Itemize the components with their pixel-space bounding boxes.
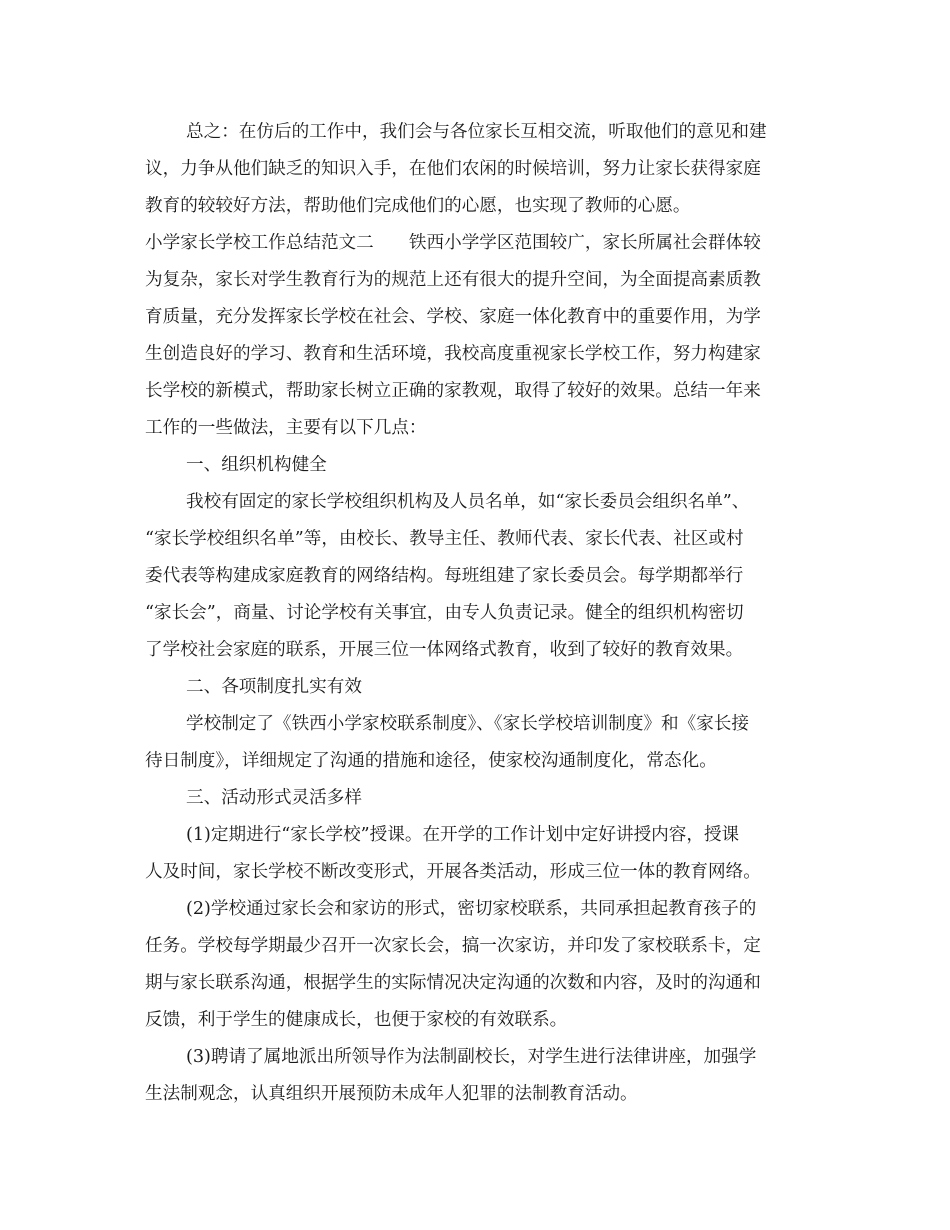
- heading-organization: 一、组织机构健全: [186, 455, 327, 475]
- paragraph-line: 议，力争从他们缺乏的知识入手，在他们农闲的时候培训，努力让家长获得家庭: [145, 159, 761, 179]
- section-title-line: 小学家长学校工作总结范文二 铁西小学学区范围较广，家长所属社会群体较: [145, 233, 761, 253]
- paragraph-line: (1)定期进行“家长学校”授课。在开学的工作计划中定好讲授内容，授课: [186, 825, 740, 845]
- paragraph-line: “家长学校组织名单”等，由校长、教导主任、教师代表、家长代表、社区或村: [145, 529, 744, 549]
- paragraph-line: 总之：在仿后的工作中，我们会与各位家长互相交流，听取他们的意见和建: [186, 122, 767, 142]
- paragraph-line: 工作的一些做法，主要有以下几点：: [145, 418, 427, 438]
- paragraph-line: 为复杂，家长对学生教育行为的规范上还有很大的提升空间，为全面提高素质教: [145, 270, 761, 290]
- paragraph-line: (3)聘请了属地派出所领导作为法制副校长，对学生进行法律讲座，加强学: [186, 1047, 757, 1067]
- paragraph-line: 反馈，利于学生的健康成长，也便于家校的有效联系。: [145, 1010, 568, 1030]
- paragraph-line: 委代表等构建成家庭教育的网络结构。每班组建了家长委员会。每学期都举行: [145, 566, 744, 586]
- heading-activities: 三、活动形式灵活多样: [186, 788, 362, 808]
- paragraph-line: 教育的较较好方法，帮助他们完成他们的心愿，也实现了教师的心愿。: [145, 196, 691, 216]
- paragraph-line: 了学校社会家庭的联系，开展三位一体网络式教育，收到了较好的教育效果。: [145, 640, 744, 660]
- paragraph-line: 学校制定了《铁西小学家校联系制度》、《家长学校培训制度》和《家长接: [186, 714, 749, 734]
- paragraph-line: 任务。学校每学期最少召开一次家长会，搞一次家访，并印发了家校联系卡，定: [145, 936, 761, 956]
- paragraph-line: “家长会”，商量、讨论学校有关事宜，由专人负责记录。健全的组织机构密切: [145, 603, 744, 623]
- paragraph-line: (2)学校通过家长会和家访的形式，密切家校联系，共同承担起教育孩子的: [186, 899, 757, 919]
- paragraph-line: 期与家长联系沟通，根据学生的实际情况决定沟通的次数和内容，及时的沟通和: [145, 973, 761, 993]
- paragraph-line: 生法制观念，认真组织开展预防未成年人犯罪的法制教育活动。: [145, 1084, 638, 1104]
- paragraph-line: 长学校的新模式，帮助家长树立正确的家教观，取得了较好的效果。总结一年来: [145, 381, 761, 401]
- paragraph-line: 生创造良好的学习、教育和生活环境，我校高度重视家长学校工作，努力构建家: [145, 344, 761, 364]
- paragraph-line: 我校有固定的家长学校组织机构及人员名单，如“家长委员会组织名单”、: [186, 492, 750, 512]
- paragraph-line: 育质量，充分发挥家长学校在社会、学校、家庭一体化教育中的重要作用，为学: [145, 307, 761, 327]
- heading-systems: 二、各项制度扎实有效: [186, 677, 362, 697]
- paragraph-line: 人及时间，家长学校不断改变形式，开展各类活动，形成三位一体的教育网络。: [145, 862, 761, 882]
- paragraph-line: 待日制度》，详细规定了沟通的措施和途径，使家校沟通制度化，常态化。: [145, 751, 717, 771]
